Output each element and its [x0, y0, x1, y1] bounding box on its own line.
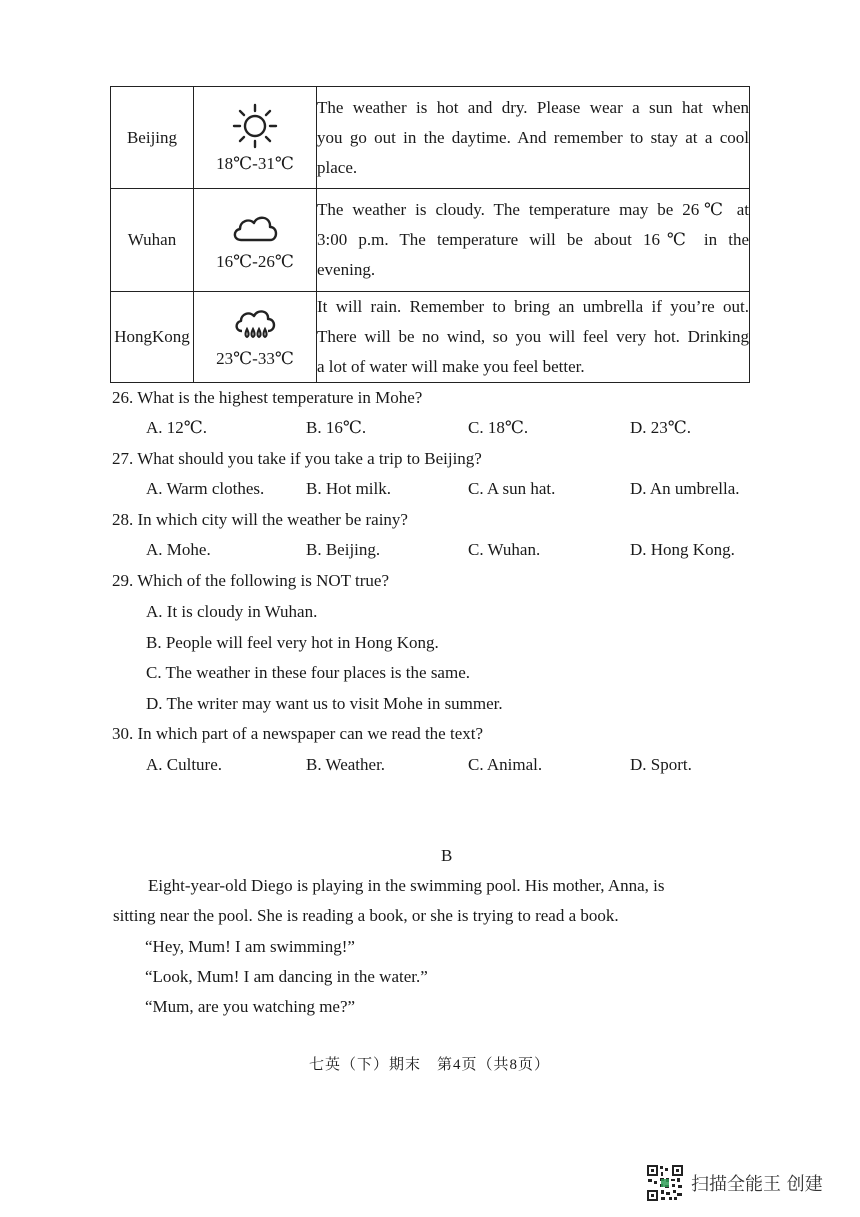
- passage-line: “Mum, are you watching me?”: [145, 997, 356, 1016]
- desc-line: a lot of water will make you feel better.: [317, 357, 585, 376]
- city-cell: [111, 189, 194, 292]
- question-27: 27. What should you take if you take a trip to Beijing?: [112, 449, 482, 468]
- passage-line: “Hey, Mum! I am swimming!”: [145, 937, 355, 956]
- sun-icon: [228, 102, 282, 150]
- weather-description: [317, 292, 750, 383]
- option-c: C. 18℃.: [468, 418, 529, 437]
- city-name: Beijing: [126, 127, 178, 147]
- desc-line: The weather is hot and dry. Please wear a sun hat when: [317, 97, 749, 117]
- question-29: 29. Which of the following is NOT true?: [112, 571, 389, 590]
- icon-cell: [194, 87, 317, 189]
- passage-line: sitting near the pool. She is reading a book, or she is trying to read a book.: [113, 906, 619, 925]
- option-a: A. Culture.: [146, 755, 223, 774]
- table-row: [111, 292, 750, 383]
- city-cell: [111, 87, 194, 189]
- option-c: C. The weather in these four places is the same.: [146, 663, 470, 682]
- desc-line: 3:00 p.m. The temperature will be about 16℃ in the: [317, 230, 749, 249]
- desc-line: evening.: [317, 260, 376, 279]
- weather-description: [317, 87, 750, 189]
- option-c: C. Wuhan.: [468, 540, 541, 559]
- qr-code-icon: [646, 1164, 684, 1202]
- city-cell: [111, 292, 194, 383]
- passage-line: Eight-year-old Diego is playing in the swimming pool. His mother, Anna, is: [148, 876, 665, 895]
- option-a: A. It is cloudy in Wuhan.: [146, 602, 318, 621]
- icon-cell: [194, 292, 317, 383]
- desc-line: you go out in the daytime. And remember to stay at a cool: [317, 127, 749, 147]
- city-name: Wuhan: [127, 230, 177, 249]
- option-a: A. Mohe.: [146, 540, 211, 559]
- desc-line: There will be no wind, so you will feel very hot. Drinking: [317, 327, 749, 346]
- question-26: 26. What is the highest temperature in Mohe?: [112, 388, 423, 407]
- rain-icon: [231, 305, 279, 345]
- desc-line: It will rain. Remember to bring an umbrella if you’re out.: [317, 297, 749, 316]
- page-footer: 七英（下）期末 第4页（共8页）: [309, 1057, 551, 1073]
- option-a: A. Warm clothes.: [146, 479, 265, 498]
- option-d: D. An umbrella.: [630, 479, 740, 498]
- option-b: B. Weather.: [306, 755, 386, 774]
- scanner-brand-text: 扫描全能王 创建: [691, 1174, 823, 1195]
- option-c: C. Animal.: [468, 755, 543, 774]
- option-d: D. Hong Kong.: [630, 540, 735, 559]
- city-name: HongKong: [114, 327, 190, 346]
- desc-line: place.: [317, 157, 358, 177]
- table-row: [111, 87, 750, 189]
- temperature-range: 18℃-31℃: [216, 153, 294, 173]
- option-b: B. 16℃.: [306, 418, 367, 437]
- option-d: D. The writer may want us to visit Mohe in summer.: [146, 694, 503, 713]
- option-a: A. 12℃.: [146, 418, 208, 437]
- scanner-watermark: [646, 1164, 823, 1202]
- cloud-icon: [229, 208, 281, 248]
- weather-description: [317, 189, 750, 292]
- option-b: B. Hot milk.: [306, 479, 392, 498]
- temperature-range: 16℃-26℃: [216, 252, 294, 271]
- table-row: [111, 189, 750, 292]
- option-d: D. 23℃.: [630, 418, 692, 437]
- option-b: B. People will feel very hot in Hong Kong.: [146, 633, 439, 652]
- question-28: 28. In which city will the weather be rainy?: [112, 510, 408, 529]
- icon-cell: [194, 189, 317, 292]
- temperature-range: 23℃-33℃: [216, 349, 294, 368]
- option-b: B. Beijing.: [306, 540, 381, 559]
- option-d: D. Sport.: [630, 755, 692, 774]
- question-30: 30. In which part of a newspaper can we read the text?: [112, 724, 484, 743]
- passage-line: “Look, Mum! I am dancing in the water.”: [145, 967, 428, 986]
- option-c: C. A sun hat.: [468, 479, 556, 498]
- desc-line: The weather is cloudy. The temperature may be 26℃ at: [317, 200, 749, 219]
- weather-table: [110, 86, 750, 383]
- section-title: B: [441, 846, 453, 865]
